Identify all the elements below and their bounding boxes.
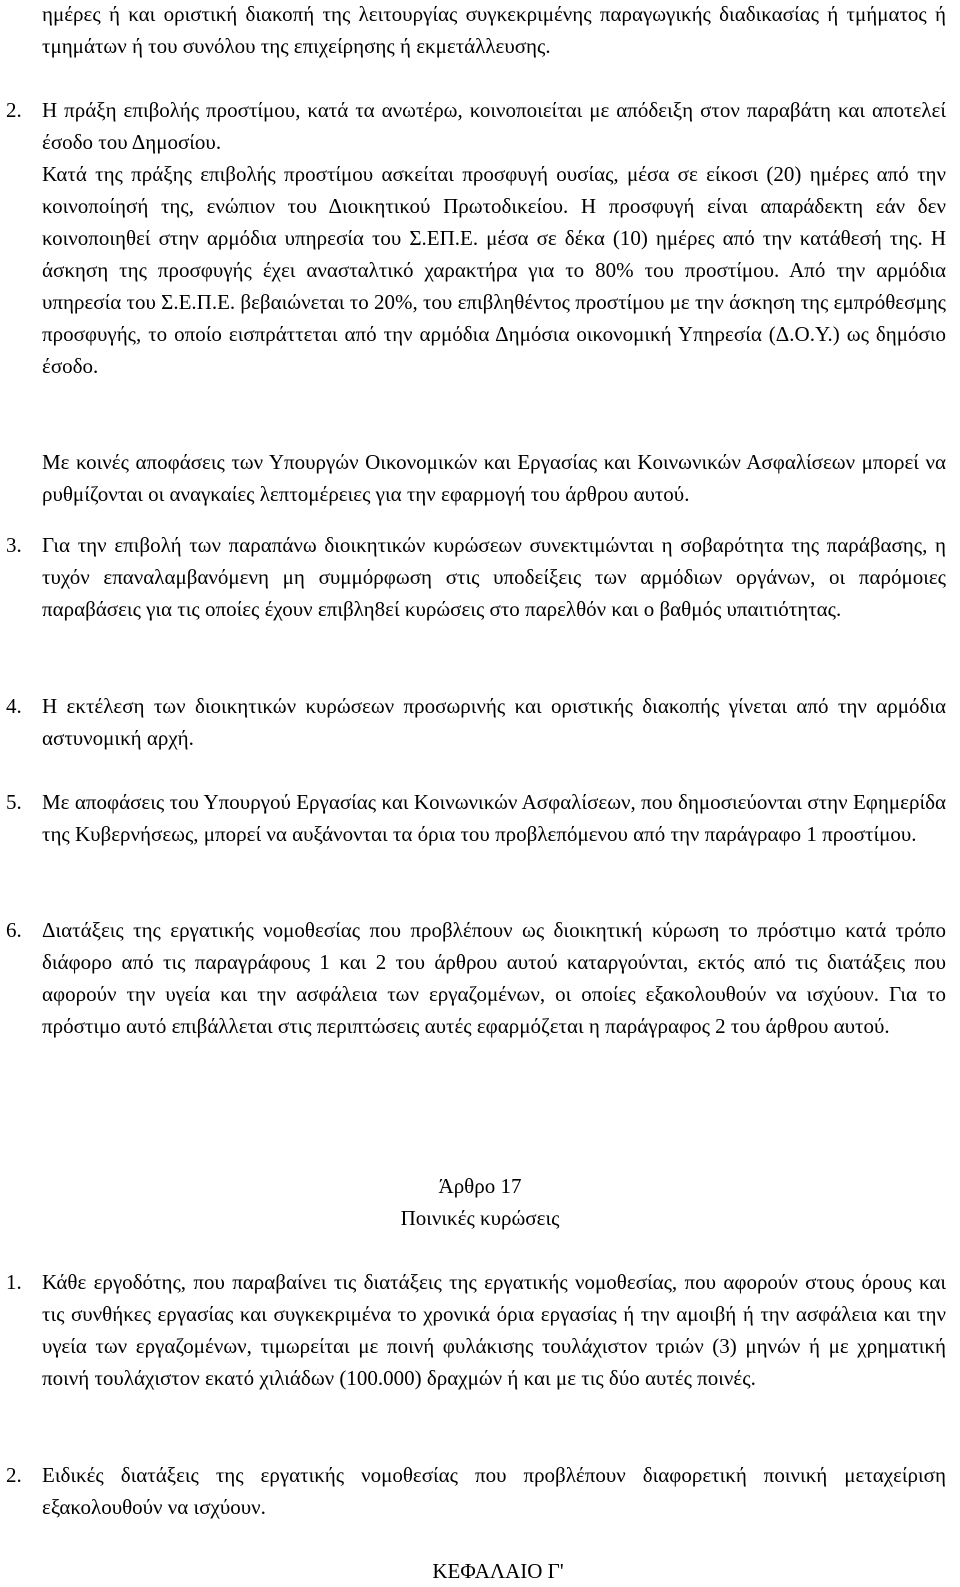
article-17-title: Ποινικές κυρώσεις <box>400 1206 560 1230</box>
article-17-item-1-text: Κάθε εργοδότης, που παραβαίνει τις διατάξεις της εργατικής νομοθεσίας, που αφορούν στους όρους και τις συνθήκες εργασίας και συγκεκριμένα το χρονικά όρια εργασίας ή την αμοιβή ή την ασφάλεια και την υγεία των εργαζομένων, τιμωρείται με ποινή φυλάκισης τουλάχιστον τριών (3) μηνών ή με χρηματική ποινή τουλάχιστον εκατό χιλιάδων (100.000) δραχμών ή και με τις δύο αυτές ποινές. <box>42 1270 946 1390</box>
article-17-item-1-number: 1. <box>6 1270 22 1294</box>
item-6-text: Διατάξεις της εργατικής νομοθεσίας που προβλέπουν ως διοικητική κύρωση το πρόστιμο κατά τρόπο διάφορο από τις παραγράφους 1 και 2 του άρθρου αυτού καταργούνται, εκτός από τις διατάξεις που αφορούν την υγεία και την ασφάλεια των εργαζομένων, οι οποίες εξακολουθούν να ισχύουν. Για το πρόστιμο αυτό επιβάλλεται στις περιπτώσεις αυτές εφαρμόζεται η παράγραφος 2 του άρθρου αυτού. <box>42 918 946 1038</box>
item-2-text: Η πράξη επιβολής προστίμου, κατά τα ανωτέρω, κοινοποιείται με απόδειξη στον παραβάτη και αποτελεί έσοδο του Δημοσίου. <box>42 98 946 154</box>
item-2-paragraph-3: Με κοινές αποφάσεις των Υπουργών Οικονομικών και Εργασίας και Κοινωνικών Ασφαλίσεων μπορεί να ρυθμίζονται οι αναγκαίες λεπτομέρειες για την εφαρμογή του άρθρου αυτού. <box>42 450 946 506</box>
item-3-number: 3. <box>6 533 22 557</box>
chapter-heading: ΚΕΦΑΛΑΙΟ Γ' <box>432 1559 564 1583</box>
item-3-text: Για την επιβολή των παραπάνω διοικητικών κυρώσεων συνεκτιμώνται η σοβαρότητα της παράβασης, η τυχόν επαναλαμβανόμενη μη συμμόρφωση στις υποδείξεις των αρμόδιων οργάνων, οι παρόμοιες παραβάσεις για τις οποίες έχουν επιβλη8εί κυρώσεις στο παρελθόν και ο βαθμός υπαιτιότητας. <box>42 533 946 621</box>
item-1-tail: ημέρες ή και οριστική διακοπή της λειτουργίας συγκεκριμένης παραγωγικής διαδικασίας ή τμήματος ή τμημάτων ή του συνόλου της επιχείρησης ή εκμετάλλευσης. <box>42 2 946 58</box>
article-17-item-2-text: Ειδικές διατάξεις της εργατικής νομοθεσίας που προβλέπουν διαφορετική ποινική μεταχείριση εξακολουθούν να ισχύουν. <box>42 1463 946 1519</box>
item-2-paragraph-2: Κατά της πράξης επιβολής προστίμου ασκείται προσφυγή ουσίας, μέσα σε είκοσι (20) ημέρες από την κοινοποίησή της, ενώπιον του Διοικητικού Πρωτοδικείου. Η προσφυγή είναι απαράδεκτη εάν δεν κοινοποιηθεί στην αρμόδια υπηρεσία του Σ.ΕΠ.Ε. μέσα σε δέκα (10) ημέρες από την κατάθεσή της. Η άσκηση της προσφυγής έχει ανασταλτικό χαρακτήρα για το 80% του προστίμου. Από την αρμόδια υπηρεσία του Σ.Ε.Π.Ε. βεβαιώνεται το 20%, του επιβληθέντος προστίμου με την άσκηση της εμπρόθεσμης προσφυγής, το οποίο εισπράττεται από την αρμόδια Δημόσια οικονομική Υπηρεσία (Δ.Ο.Υ.) ως δημόσιο έσοδο. <box>42 162 946 378</box>
article-17-heading: Άρθρο 17 <box>438 1174 522 1198</box>
item-6-number: 6. <box>6 918 22 942</box>
item-2-number: 2. <box>6 98 22 122</box>
item-5-text: Με αποφάσεις του Υπουργού Εργασίας και Κοινωνικών Ασφαλίσεων, που δημοσιεύονται στην Εφημερίδα της Κυβερνήσεως, μπορεί να αυξάνονται τα όρια του προβλεπόμενου από την παράγραφο 1 προστίμου. <box>42 790 946 846</box>
item-4-number: 4. <box>6 694 22 718</box>
article-17-item-2-number: 2. <box>6 1463 22 1487</box>
item-4-text: Η εκτέλεση των διοικητικών κυρώσεων προσωρινής και οριστικής διακοπής γίνεται από την αρμόδια αστυνομική αρχή. <box>42 694 946 750</box>
item-5-number: 5. <box>6 790 22 814</box>
